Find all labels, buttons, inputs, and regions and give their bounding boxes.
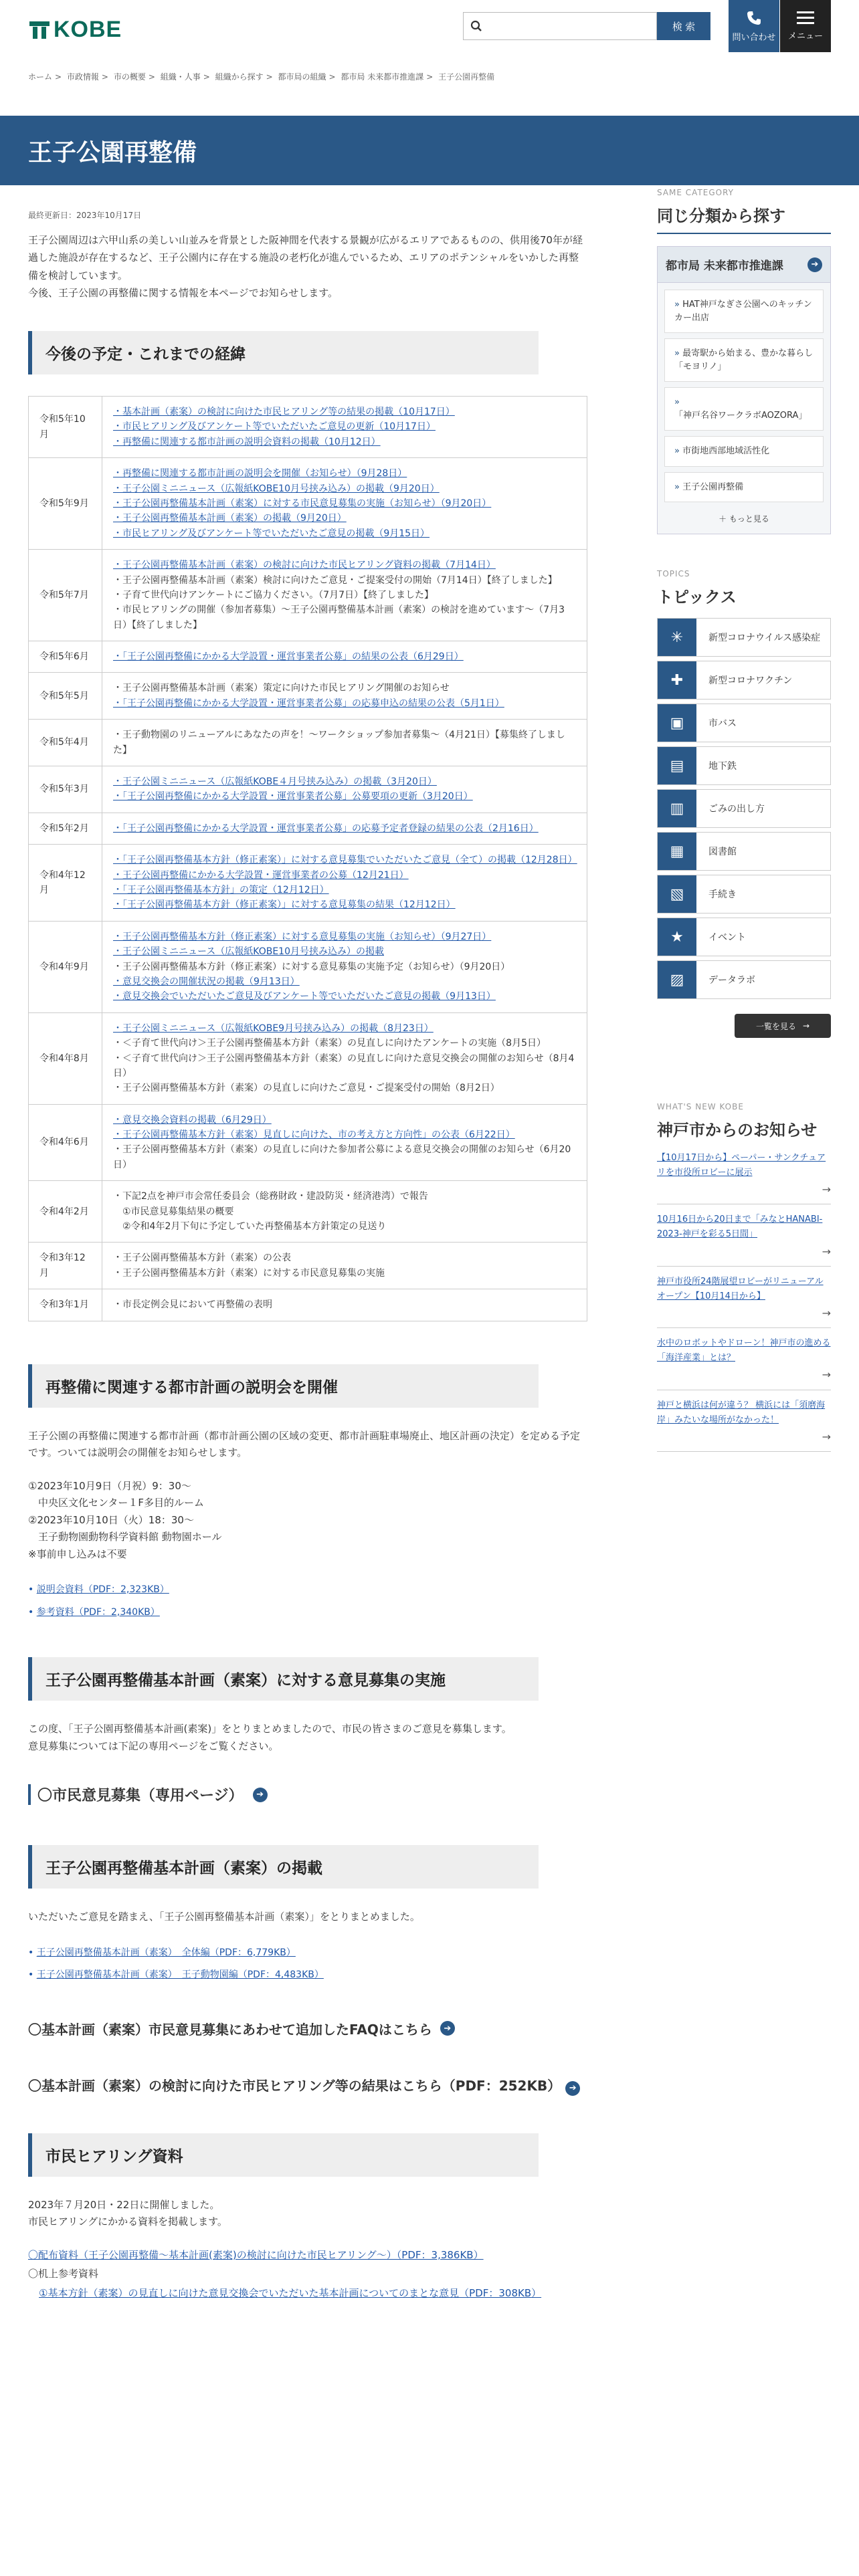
desk-reference-label: 〇机上参考資料	[28, 2268, 99, 2280]
breadcrumb-division[interactable]: 都市局 未来都市推進課	[341, 72, 424, 82]
hearing-text: 2023年７月20日・22日に開催しました。 市民ヒアリングにかかる資料を掲載します。	[28, 2198, 227, 2228]
opinion-text: この度、「王子公園再整備基本計画(素案)」をとりまとめましたので、市民の皆さまのご意見を募集します。 意見募集については下記の専用ページをご覧ください。	[28, 1723, 512, 1752]
schedule-text: ・市長定例会見において再整備の表明	[113, 1299, 272, 1311]
news-link[interactable]: 10月16日から20日まで「みなとHANABI-2023-神戸を彩る5日間」	[657, 1214, 823, 1240]
schedule-link[interactable]: ・王子公園再整備基本計画（素案）に対する市民意見募集の実施（お知らせ）（9月20日）	[113, 498, 492, 509]
topic-item[interactable]	[657, 832, 831, 871]
search-area	[463, 12, 710, 40]
breadcrumb-home[interactable]: ホーム	[28, 72, 53, 82]
schedule-link[interactable]: ・王子公園ミニニュース（広報紙KOBE10月号挟み込み）の掲載	[113, 946, 384, 958]
schedule-date: 令和4年8月	[29, 1012, 102, 1104]
news-link[interactable]: 水中のロボットやドローン！神戸市の進める「海洋産業」とは？	[657, 1338, 831, 1364]
category-item[interactable]: » 「神戸名谷ワークラボAOZORA」	[664, 387, 824, 431]
topic-label: 新型コロナウイルス感染症	[708, 633, 821, 643]
briefing-text: 王子公園の再整備に関連する都市計画（都市計画公園の区域の変更、都市計画駐車場廃止、地区計画の決定）を定める予定です。ついては説明会の開催をお知らせします。	[28, 1429, 581, 1459]
schedule-date: 令和4年6月	[29, 1104, 102, 1181]
breadcrumb-find-org[interactable]: 組織から探す	[215, 72, 264, 82]
hearing-handout-link[interactable]: 〇配布資料（王子公園再整備～基本計画(素案)の検討に向けた市民ヒアリング～）（PDF：3,386KB）	[28, 2248, 484, 2261]
category-list	[657, 283, 831, 534]
topic-label: 新型コロナワクチン	[708, 675, 793, 686]
schedule-link[interactable]: ・基本計画（素案）の検討に向けた市民ヒアリング等の結果の掲載（10月17日）	[113, 407, 455, 417]
table-row	[29, 458, 587, 550]
hamburger-icon	[797, 11, 814, 25]
schedule-date: 令和3年1月	[29, 1289, 102, 1321]
briefing-heading: 再整備に関連する都市計画の説明会を開催	[28, 1364, 539, 1408]
schedule-entries	[102, 641, 587, 673]
schedule-link[interactable]: ・王子公園ミニニュース（広報紙KOBE9月号挟み込み）の掲載（8月23日）	[113, 1023, 434, 1034]
breadcrumb-overview[interactable]: 市の概要	[113, 72, 146, 82]
bus-icon: ▣	[658, 704, 696, 742]
menu-button[interactable]	[780, 0, 831, 52]
table-row	[29, 397, 587, 458]
table-row	[29, 813, 587, 844]
reference-material-link[interactable]: 参考資料（PDF：2,340KB）	[36, 1606, 160, 1618]
schedule-text: ・下記2点を神戸市会常任委員会（総務財政・建設防災・経済港湾）で報告	[113, 1191, 428, 1202]
schedule-link[interactable]: ・「王子公園再整備にかかる大学設置・運営事業者公募」の応募申込の結果の公表（5月1日）	[113, 697, 504, 709]
schedule-text: ・王子公園再整備基本方針（素案）に対する市民意見募集の実施	[113, 1267, 385, 1279]
table-row	[29, 1243, 587, 1289]
schedule-link[interactable]: ・王子公園再整備基本計画（素案）の検討に向けた市民ヒアリング資料の掲載（7月14日）	[113, 560, 496, 571]
schedule-date: 令和5年6月	[29, 641, 102, 673]
schedule-link[interactable]: ・意見交換会の開催状況の掲載（9月13日）	[113, 976, 300, 987]
search-button[interactable]: 検 索	[657, 12, 710, 40]
same-category-en: SAME CATEGORY	[657, 188, 735, 197]
arrow-right-icon: ➔	[565, 2081, 580, 2096]
plan-text: いただいたご意見を踏まえ、「王子公園再整備基本計画（素案）」をとりまとめました。	[28, 1911, 420, 1923]
schedule-link[interactable]: ・「王子公園再整備にかかる大学設置・運営事業者公募」の結果の公表（6月29日）	[113, 651, 464, 663]
schedule-link[interactable]: ・市民ヒアリング及びアンケート等でいただいたご意見の掲載（9月15日）	[113, 528, 430, 539]
table-row	[29, 766, 587, 813]
table-row	[29, 1181, 587, 1243]
contact-label: 問い合わせ	[732, 32, 776, 43]
faq-link-label: 〇基本計画（素案）市民意見募集にあわせて追加したFAQはこちら	[28, 2021, 432, 2038]
schedule-link[interactable]: ・「王子公園再整備基本方針」の策定（12月12日）	[113, 884, 329, 895]
category-item[interactable]: » 王子公園再整備	[664, 472, 824, 503]
topic-label: 地下鉄	[708, 761, 737, 772]
schedule-link[interactable]: ・王子公園ミニニュース（広報紙KOBE10月号挟み込み）の掲載（9月20日）	[113, 483, 440, 494]
more-label: もっと見る	[729, 514, 769, 524]
event-icon: ★	[658, 918, 696, 956]
schedule-entries	[102, 845, 587, 922]
news-item[interactable]	[657, 1390, 831, 1452]
topics-en: TOPICS	[657, 569, 690, 578]
plan-links	[28, 1942, 587, 1987]
list-item	[28, 1602, 587, 1624]
arrow-right-icon: ➔	[440, 2021, 455, 2036]
news-link[interactable]: 神戸と横浜は何が違う？ 横浜には「須磨海岸」みたいな場所がなかった！	[657, 1400, 826, 1425]
schedule-link[interactable]: ・王子公園ミニニュース（広報紙KOBE４月号挟み込み）の掲載（3月20日）	[113, 776, 437, 788]
document-icon: ▧	[658, 875, 696, 913]
breadcrumb-city-info[interactable]: 市政情報	[66, 72, 99, 82]
arrow-right-icon: ➔	[253, 1788, 268, 1802]
category-head-link[interactable]	[657, 246, 831, 283]
schedule-date: 令和5年2月	[29, 813, 102, 844]
page-title: 王子公園再整備	[0, 116, 859, 185]
topic-label: イベント	[708, 932, 746, 943]
arrow-right-icon: →	[822, 1183, 831, 1196]
breadcrumb: ホーム > 市政情報 > 市の概要 > 組織・人事 > 組織から探す > 都市局の組織 > 都市局 未来都市推進課 > 王子公園再整備	[28, 72, 495, 82]
schedule-text: ・王子公園再整備基本方針（素案）の見直しに向けたご意見・ご提案受付の開始（8月2日）	[113, 1083, 500, 1094]
arrow-right-icon: →	[822, 1306, 831, 1319]
schedule-table	[28, 396, 587, 1321]
table-row	[29, 1012, 587, 1104]
schedule-entries	[102, 673, 587, 720]
schedule-text: ・王子公園再整備基本方針（素案）の公表	[113, 1253, 291, 1264]
category-item[interactable]: » 市街地西部地域活性化	[664, 436, 824, 467]
schedule-link[interactable]: ・「王子公園再整備基本方針（修正素案）」に対する意見募集の結果（12月12日）	[113, 899, 456, 911]
table-row	[29, 720, 587, 766]
news-en: WHAT'S NEW KOBE	[657, 1102, 744, 1111]
schedule-link[interactable]: ・「王子公園再整備基本方針（修正素案）」に対する意見募集でいただいたご意見（全て）の掲載（12月28日）	[113, 855, 577, 866]
news-item[interactable]	[657, 1267, 831, 1328]
schedule-date: 令和5年7月	[29, 550, 102, 641]
schedule-link[interactable]: ・「王子公園再整備にかかる大学設置・運営事業者公募」の応募予定者登録の結果の公表（2月16日）	[113, 823, 539, 834]
opinion-page-link[interactable]	[28, 1784, 587, 1805]
list-item	[28, 1942, 587, 1965]
arrow-right-icon: →	[822, 1430, 831, 1443]
view-all-label: 一覧を見る	[755, 1021, 796, 1031]
opinion-page-label: 〇市民意見募集（専用ページ）	[37, 1788, 244, 1805]
schedule-date: 令和5年3月	[29, 766, 102, 813]
schedule-date: 令和5年10月	[29, 397, 102, 458]
hearing-result-link[interactable]	[28, 2076, 587, 2096]
topic-item[interactable]	[657, 960, 831, 999]
hearing-materials	[28, 2246, 587, 2303]
schedule-text: ・王子公園再整備基本方針（素案）の見直しに向けた参加者公募による意見交換会の開催のお知らせ（6月20日）	[113, 1144, 571, 1170]
faq-link[interactable]	[28, 2019, 587, 2038]
schedule-entries	[102, 1012, 587, 1104]
trash-icon: ▥	[658, 790, 696, 827]
virus-icon: ✳	[658, 619, 696, 656]
topic-item[interactable]	[657, 746, 831, 785]
search-icon	[470, 20, 482, 32]
breadcrumb-urban-bureau[interactable]: 都市局の組織	[278, 72, 326, 82]
schedule-link[interactable]: ・再整備に関連する都市計画の説明会資料の掲載（10月12日）	[113, 436, 381, 447]
book-icon: ▦	[658, 833, 696, 870]
schedule-text: ・市民ヒアリングの開催（参加者募集）～王子公園再整備基本計画（素案）の検討を進めています～（7月3日）【終了しました】	[113, 605, 565, 631]
opinion-heading: 王子公園再整備基本計画（素案）に対する意見募集の実施	[28, 1657, 539, 1701]
list-item	[28, 1964, 587, 1987]
schedule-entries	[102, 1104, 587, 1181]
intro-text: 王子公園周辺は六甲山系の美しい山並みを背景とした阪神間を代表する景観が広がるエリアであるものの、供用後70年が経過した施設が存在するなど、王子公園内に存在する施設の老朽化が進んでいるため、エリアのポテンシャルをいかした再整備を検討しています。 今後、王子公園の再整備に関する情報を本ページでお知らせします。	[28, 234, 583, 299]
table-row	[29, 1289, 587, 1321]
topics-title: トピックス	[657, 588, 737, 607]
breadcrumb-current: 王子公園再整備	[438, 72, 495, 82]
news-link[interactable]: 【10月17日から】ペーパー・サンクチュアリを市役所ロビーに展示	[657, 1153, 826, 1178]
category-head-label: 都市局 未来都市推進課	[666, 259, 783, 273]
news-item[interactable]	[657, 1204, 831, 1266]
same-category-title: 同じ分類から探す	[657, 203, 831, 234]
schedule-text: ・王子公園再整備基本計画（素案）策定に向けた市民ヒアリング開催のお知らせ	[113, 683, 450, 694]
syringe-icon: ✚	[658, 661, 696, 699]
plan-heading: 王子公園再整備基本計画（素案）の掲載	[28, 1845, 539, 1889]
schedule-link[interactable]: ・王子公園再整備基本計画（素案）の掲載（9月20日）	[113, 513, 347, 524]
plus-icon: ＋	[719, 514, 729, 524]
schedule-text: ・＜子育て世代向け＞王子公園再整備基本方針（素案）の見直しに向けた意見交換会の開催のお知らせ（8月4日）	[113, 1053, 575, 1079]
schedule-heading: 今後の予定・これまでの経緯	[28, 331, 539, 374]
table-row	[29, 550, 587, 641]
schedule-text: ・王子公園再整備基本方針（修正素案）に対する意見募集の実施予定（お知らせ）（9月20日）	[113, 961, 510, 972]
arrow-right-icon: ➔	[807, 257, 822, 272]
table-row	[29, 921, 587, 1012]
schedule-text: ・王子公園再整備基本計画（素案）検討に向けたご意見・ご提案受付の開始（7月14日）【終了しました】	[113, 574, 557, 586]
arrow-right-icon: →	[802, 1021, 810, 1031]
arrow-right-icon: →	[822, 1245, 831, 1258]
topic-item[interactable]	[657, 875, 831, 914]
search-box[interactable]	[463, 12, 657, 40]
schedule-entries	[102, 921, 587, 1012]
schedule-text: ・王子動物園のリニューアルにあなたの声を！～ワークショップ参加者募集～（4月21日）【募集終了しました】	[113, 730, 565, 756]
topic-item[interactable]	[657, 618, 831, 657]
menu-label: メニュー	[787, 31, 823, 41]
schedule-date: 令和4年2月	[29, 1181, 102, 1243]
schedule-text: ・＜子育て世代向け＞王子公園再整備基本方針（素案）の見直しに向けたアンケートの実施（8月5日）	[113, 1038, 546, 1049]
briefing-schedule: ①2023年10月9日（月祝）9：30～ 中央区文化センター１F多目的ルーム ②2023年10月10日（火）18：30～ 王子動物園動物科学資料館 動物園ホール ※事前申し込みは不要	[28, 1479, 222, 1560]
topic-item[interactable]	[657, 661, 831, 700]
contact-button[interactable]	[729, 0, 779, 52]
schedule-date: 令和5年5月	[29, 673, 102, 720]
schedule-link[interactable]: ・王子公園再整備にかかる大学設置・運営事業者の公募（12月21日）	[113, 869, 409, 881]
news-item[interactable]	[657, 1143, 831, 1204]
view-all-button[interactable]	[735, 1014, 831, 1038]
schedule-entries	[102, 397, 587, 458]
schedule-text: ・子育て世代向けアンケートにご協力ください。（7月7日）【終了しました】	[113, 589, 434, 601]
briefing-material-link[interactable]: 説明会資料（PDF：2,323KB）	[36, 1584, 169, 1596]
schedule-link[interactable]: ・王子公園再整備基本方針（素案）見直しに向けた、市の考え方と方向性」の公表（6月22日）	[113, 1130, 515, 1141]
chart-icon: ▨	[658, 961, 696, 998]
topic-label: 図書館	[708, 847, 737, 857]
schedule-date: 令和3年12月	[29, 1243, 102, 1289]
list-item	[28, 1579, 587, 1602]
last-updated: 最終更新日：2023年10月17日	[28, 211, 142, 220]
hearing-heading: 市民ヒアリング資料	[28, 2133, 539, 2177]
schedule-date: 令和4年9月	[29, 921, 102, 1012]
topic-item[interactable]	[657, 789, 831, 828]
content-wrap	[0, 185, 859, 2302]
more-button[interactable]	[664, 508, 824, 527]
schedule-entries	[102, 720, 587, 766]
topic-label: 手続き	[708, 889, 737, 900]
schedule-link[interactable]: ・意見交換会資料の掲載（6月29日）	[113, 1114, 272, 1125]
desk-reference-link[interactable]: ①基本方針（素案）の見直しに向けた意見交換会でいただいた基本計画についてのまとな意見（PDF：308KB）	[39, 2286, 542, 2299]
schedule-entries	[102, 1243, 587, 1289]
schedule-date: 令和5年9月	[29, 458, 102, 550]
topic-label: ごみの出し方	[708, 804, 765, 815]
main-content	[28, 185, 587, 2302]
schedule-date: 令和4年12月	[29, 845, 102, 922]
schedule-link[interactable]: ・王子公園再整備基本方針（修正素案）に対する意見募集の実施（お知らせ）（9月27日）	[113, 931, 492, 942]
news-title: 神戸市からのお知らせ	[657, 1121, 818, 1140]
kobe-mark-icon	[28, 19, 51, 40]
schedule-entries	[102, 1289, 587, 1321]
news-link[interactable]: 神戸市役所24階展望ロビーがリニューアルオープン【10月14日から】	[657, 1276, 824, 1301]
table-row	[29, 1104, 587, 1181]
phone-icon	[746, 10, 762, 26]
topic-item[interactable]	[657, 918, 831, 956]
table-row	[29, 673, 587, 720]
schedule-link[interactable]: ・「王子公園再整備にかかる大学設置・運営事業者公募」公募要項の更新（3月20日）	[113, 791, 473, 802]
table-row	[29, 845, 587, 922]
train-icon: ▤	[658, 747, 696, 784]
plan-zoo-link[interactable]: 王子公園再整備基本計画（素案） 王子動物園編（PDF：4,483KB）	[36, 1969, 324, 1981]
sidebar	[657, 185, 831, 2302]
kobe-logo[interactable]: KOBE	[28, 17, 122, 43]
schedule-entries	[102, 1181, 587, 1243]
briefing-links	[28, 1579, 587, 1624]
topic-label: 市バス	[708, 718, 737, 729]
category-item[interactable]: » HAT神戸なぎさ公園へのキッチンカー出店	[664, 290, 824, 333]
site-header	[0, 0, 859, 59]
news-item[interactable]	[657, 1328, 831, 1390]
arrow-right-icon: →	[822, 1368, 831, 1382]
topic-label: データラボ	[708, 975, 755, 986]
schedule-text: ②令和4年2月下旬に予定していた再整備基本方針策定の見送り	[113, 1221, 387, 1232]
breadcrumb-org[interactable]: 組織・人事	[160, 72, 201, 82]
schedule-entries	[102, 458, 587, 550]
table-row	[29, 641, 587, 673]
plan-full-link[interactable]: 王子公園再整備基本計画（素案） 全体編（PDF：6,779KB）	[36, 1947, 296, 1958]
schedule-entries	[102, 813, 587, 844]
schedule-link[interactable]: ・市民ヒアリング及びアンケート等でいただいたご意見の更新（10月17日）	[113, 421, 436, 433]
news-list	[657, 1143, 831, 1452]
schedule-link[interactable]: ・再整備に関連する都市計画の説明会を開催（お知らせ）（9月28日）	[113, 468, 407, 479]
search-input[interactable]	[488, 14, 648, 38]
schedule-entries	[102, 550, 587, 641]
schedule-entries	[102, 766, 587, 813]
schedule-date: 令和5年4月	[29, 720, 102, 766]
schedule-text: ①市民意見募集結果の概要	[113, 1206, 234, 1217]
schedule-link[interactable]: ・意見交換会でいただいたご意見及びアンケート等でいただいたご意見の掲載（9月13日）	[113, 991, 496, 1002]
hearing-result-label: 〇基本計画（素案）の検討に向けた市民ヒアリング等の結果はこちら（PDF：252KB）	[28, 2077, 561, 2094]
topic-item[interactable]	[657, 704, 831, 742]
category-item[interactable]: » 最寄駅から始まる、豊かな暮らし「モヨリノ」	[664, 338, 824, 382]
topics-list	[657, 618, 831, 999]
